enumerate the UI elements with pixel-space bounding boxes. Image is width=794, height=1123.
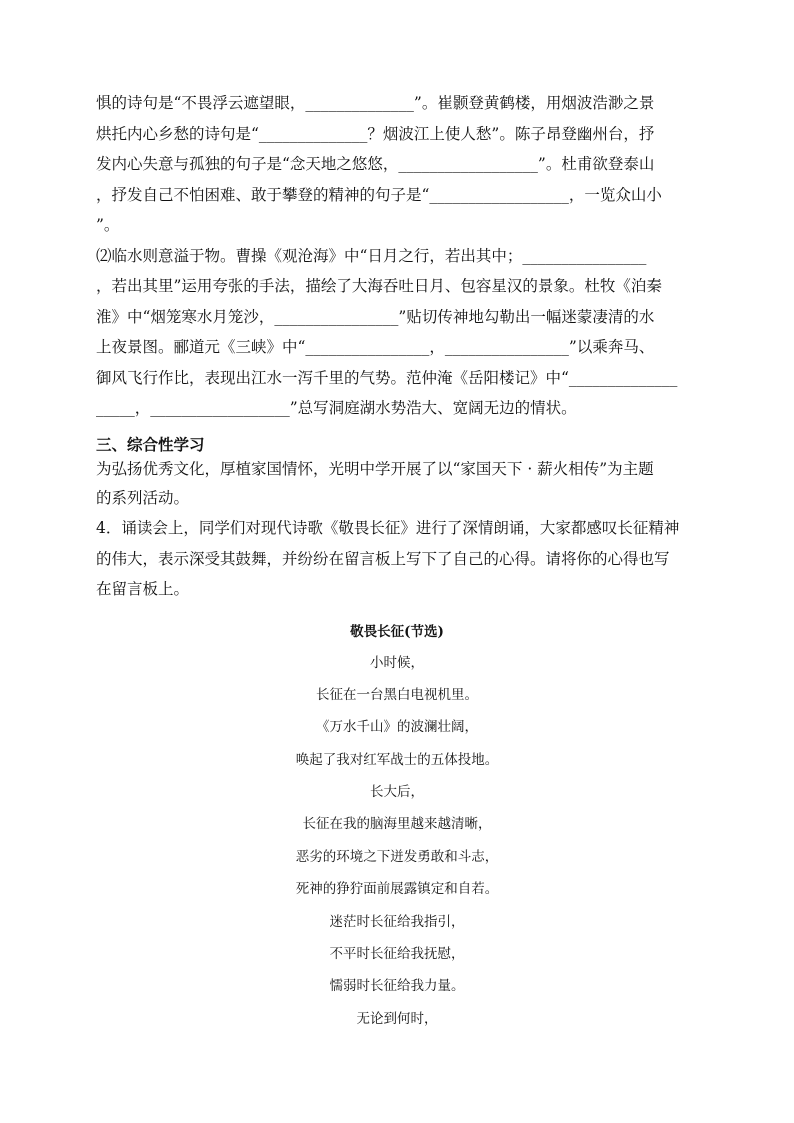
question-line: 4．诵读会上，同学们对现代诗歌《敬畏长征》进行了深情朗诵，大家都感叹长征精神: [96, 519, 680, 537]
intro-line: 为弘扬优秀文化，厚植家国情怀，光明中学开展了以“家国天下 · 薪火相传”为主题: [96, 459, 654, 478]
poem-line: 无论到何时，: [356, 1010, 438, 1027]
poem-line: 唤起了我对红军战士的五体投地。: [295, 751, 499, 768]
poem-line: 懦弱时长征给我力量。: [329, 978, 465, 995]
poem-line: 不平时长征给我抚慰，: [329, 946, 465, 963]
text-line: 淮》中“烟笼寒水月笼沙，________________”贴切传神地勾勒出一幅迷蒙凄清的水: [96, 307, 655, 326]
poem-line: 《万水千山》的波澜壮阔，: [316, 719, 478, 736]
section-three: [96, 434, 698, 605]
section-heading: 三、综合性学习: [96, 435, 205, 454]
section-two-text: [96, 88, 698, 424]
poem-line: 死神的狰狞面前展露镇定和自若。: [295, 881, 499, 898]
document-page: [96, 88, 698, 1035]
poem-line: 长征在一台黑白电视机里。: [316, 686, 478, 703]
text-line: _____，__________________”总写洞庭湖水势浩大、宽阔无边的情状。: [96, 399, 577, 417]
question-line: 的伟大，表示深受其鼓舞，并纷纷在留言板上写下了自己的心得。请将你的心得也写: [96, 549, 670, 568]
poem-line: 长大后，: [370, 784, 424, 801]
text-line: ，若出其里”运用夸张的手法，描绘了大海吞吐日月、包容星汉的景象。杜牧《泊秦: [96, 277, 662, 295]
text-line: 上夜景图。郦道元《三峡》中“________________，________________”以乘奔马、: [96, 338, 655, 356]
poem-title: 敬畏长征(节选): [350, 623, 444, 640]
text-line: 惧的诗句是“不畏浮云遮望眼，______________”。崔颢登黄鹤楼，用烟波浩渺之景: [96, 94, 655, 112]
text-line: 烘托内心乡愁的诗句是“______________？烟波江上使人愁”。陈子昂登幽州台，抒: [96, 124, 655, 143]
text-line: ”。: [96, 216, 120, 234]
poem-line: 小时候，: [370, 654, 424, 671]
poem-line: 迷茫时长征给我指引，: [329, 913, 465, 930]
text-line: ，抒发自己不怕困难、敢于攀登的精神的句子是“__________________，一览众山小: [96, 185, 662, 204]
poem-line: 恶劣的环境之下迸发勇敢和斗志，: [295, 848, 499, 865]
text-line: 御风飞行作比，表现出江水一泻千里的气势。范仲淹《岳阳楼记》中“______________: [96, 368, 678, 387]
text-line: ⑵临水则意溢于物。曹操《观沧海》中“日月之行，若出其中；________________: [96, 246, 647, 265]
text-line: 发内心失意与孤独的句子是“念天地之悠悠，__________________”。杜甫欲登泰山: [96, 155, 655, 173]
intro-line: 的系列活动。: [96, 488, 190, 507]
poem-line: 长征在我的脑海里越来越清晰，: [302, 816, 492, 833]
poem-block: [96, 617, 698, 1036]
question-line: 在留言板上。: [96, 580, 190, 598]
